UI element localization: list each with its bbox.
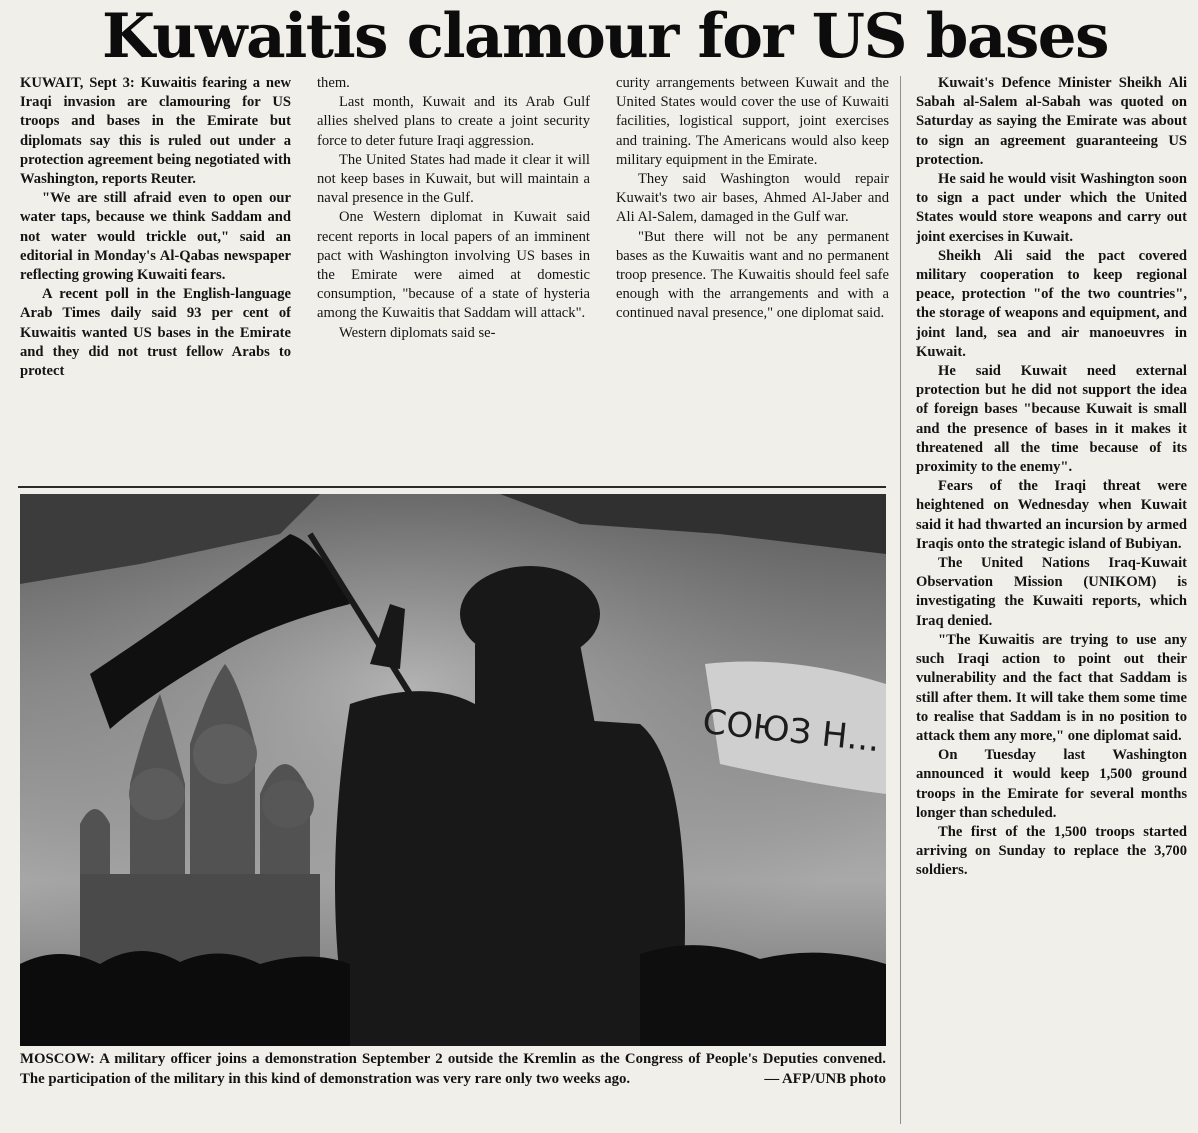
- article-paragraph: curity arrangements between Kuwait and the United States would cover the use of Kuwaiti facilities, logistical support, joint exercises and training. The Americans would also keep military equipment in the Emirate.: [616, 75, 889, 168]
- article-paragraph: Sheikh Ali said the pact covered military cooperation to keep regional peace, protection "of the two countries", the storage of weapons and equipment, and joint land, sea and air manoeuvres in Kuwait.: [916, 247, 1187, 360]
- article-paragraph: them.: [317, 75, 350, 91]
- photo-illustration: [20, 494, 886, 1046]
- news-photo: [20, 494, 886, 1046]
- article-paragraph: The first of the 1,500 troops started arriving on Sunday to replace the 3,700 soldiers.: [916, 823, 1187, 879]
- article-paragraph: He said Kuwait need external protection but he did not support the idea of foreign bases "because Kuwait is small and the presence of bases in it makes it threatened all the time because of its proximity to the enemy".: [916, 363, 1187, 476]
- article-paragraph: A recent poll in the English-language Arab Times daily said 93 per cent of Kuwaitis wanted US bases in the Emirate and they did not trust fellow Arabs to protect: [20, 286, 291, 380]
- article-column-3: [616, 74, 889, 484]
- photo-caption: [20, 1050, 886, 1089]
- article-paragraph: "But there will not be any permanent bases as the Kuwaitis want and no permanent troop presence. The Kuwaitis should feel safe enough with the arrangements and with a continued naval presence," one diplomat said.: [616, 228, 889, 322]
- article-column-4: [916, 74, 1187, 1124]
- article-column-1: [20, 74, 291, 484]
- article-paragraph: Western diplomats said se-: [339, 324, 496, 341]
- article-paragraph: On Tuesday last Washington announced it would keep 1,500 ground troops in the Emirate for several months longer than scheduled.: [916, 747, 1187, 821]
- article-paragraph: They said Washington would repair Kuwait's two air bases, Ahmed Al-Jaber and Ali Al-Salem, damaged in the Gulf war.: [616, 171, 889, 226]
- column-rule-horizontal: [18, 486, 886, 488]
- article-paragraph: The United States had made it clear it will not keep bases in Kuwait, but will maintain a naval presence in the Gulf.: [317, 151, 590, 207]
- article-paragraph: "We are still afraid even to open our water taps, because we think Saddam and not water would trickle out," said an editorial in Monday's Al-Qabas newspaper reflecting growing Kuwaiti fears.: [20, 190, 291, 284]
- crowd-silhouette: [20, 951, 350, 1046]
- article-paragraph: "The Kuwaitis are trying to use any such Iraqi action to point out their vulnerability and the fact that Saddam is still after them. It will take them some time to realise that Saddam is in no position to attack them any more," one diplomat said.: [916, 631, 1187, 744]
- article-paragraph: Kuwait's Defence Minister Sheikh Ali Sabah al-Salem al-Sabah was quoted on Saturday as saying the Emirate was about to sign an agreement guaranteeing US protection.: [916, 75, 1187, 168]
- article-paragraph: One Western diplomat in Kuwait said recent reports in local papers of an imminent pact with Washington involving US bases in the Emirate were aimed at domestic consumption, "because of a state of hysteria among the Kuwaitis that Saddam will attack".: [317, 209, 590, 322]
- article-column-2: [317, 74, 590, 484]
- article-paragraph: He said he would visit Washington soon to sign a pact under which the United States would store weapons and carry out joint exercises in Kuwait.: [916, 171, 1187, 245]
- article-paragraph: KUWAIT, Sept 3: Kuwaitis fearing a new Iraqi invasion are clamouring for US troops and bases in the Emirate but diplomats say this is ruled out under a protection agreement being negotiated with Washington, reports Reuter.: [20, 75, 291, 188]
- column-rule-vertical: [900, 76, 901, 1124]
- article-paragraph: Fears of the Iraqi threat were heightened on Wednesday when Kuwait said it had thwarted an incursion by armed Iraqis onto the strategic island of Bubiyan.: [916, 478, 1187, 552]
- headline: Kuwaitis clamour for US bases: [102, 1, 1108, 72]
- photo-credit: — AFP/UNB photo: [764, 1070, 886, 1087]
- article-paragraph: The United Nations Iraq-Kuwait Observation Mission (UNIKOM) is investigating the Kuwaiti reports, which Iraq denied.: [916, 555, 1187, 629]
- caption-text: MOSCOW: A military officer joins a demonstration September 2 outside the Kremlin as the Congress of People's Deputies convened. The participation of the military in this kind of demonstration was very rare only two weeks ago.: [20, 1051, 886, 1087]
- article-paragraph: Last month, Kuwait and its Arab Gulf allies shelved plans to create a joint security force to deter future Iraqi aggression.: [317, 94, 590, 149]
- banner-text: СОЮЗ Н...: [700, 701, 882, 761]
